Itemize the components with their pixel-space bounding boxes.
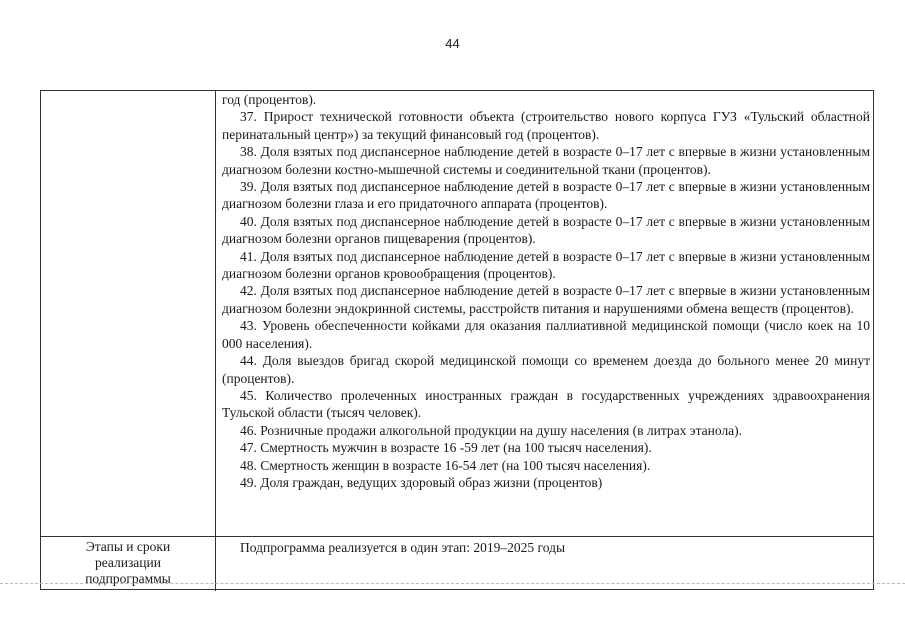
indicators-list: [222, 91, 870, 536]
indicators-row: [41, 91, 873, 537]
indicator-item: 48. Смертность женщин в возрасте 16-54 лет (на 100 тысяч населения).: [240, 457, 651, 473]
indicator-item: 45. Количество пролеченных иностранных граждан в государственных учреждениях здравоохранения Тульской области (тысяч человек).: [222, 387, 870, 421]
stages-label-line: подпрограммы: [85, 571, 171, 586]
indicators-label-cell: [41, 91, 215, 536]
stages-text: Подпрограмма реализуется в один этап: 2019–2025 годы: [240, 540, 566, 555]
indicator-item: 46. Розничные продажи алкогольной продукции на душу населения (в литрах этанола).: [240, 422, 743, 438]
page-number: 44: [445, 36, 460, 51]
indicator-continuation: год (процентов).: [222, 92, 317, 107]
stages-label-line: Этапы и сроки: [85, 539, 171, 554]
program-table: [40, 90, 874, 590]
column-divider: [215, 91, 216, 536]
scan-divider-line: [0, 583, 905, 584]
stages-label-line: реализации: [95, 555, 161, 570]
indicator-item: 42. Доля взятых под диспансерное наблюдение детей в возрасте 0–17 лет с впервые в жизни установленным диагнозом болезни эндокринной системы, расстройств питания и нарушениями обмена веществ (процентов).: [222, 283, 870, 316]
indicator-item: 49. Доля граждан, ведущих здоровый образ жизни (процентов): [240, 474, 603, 490]
indicator-item: 47. Смертность мужчин в возрасте 16 -59 лет (на 100 тысяч населения).: [240, 440, 652, 456]
indicator-item: 38. Доля взятых под диспансерное наблюдение детей в возрасте 0–17 лет с впервые в жизни установленным диагнозом болезни костно-мышечной системы и соединительной ткани (процентов).: [222, 144, 870, 177]
indicator-item: 37. Прирост технической готовности объекта (строительство нового корпуса ГУЗ «Тульский областной перинатальный центр») за текущий финансовый год (процентов).: [222, 109, 870, 142]
indicator-item: 44. Доля выездов бригад скорой медицинской помощи со временем доезда до больного менее 20 минут (процентов).: [222, 353, 870, 386]
indicator-item: 43. Уровень обеспеченности койками для оказания паллиативной медицинской помощи (число коек на 10 000 населения).: [222, 318, 870, 351]
indicator-item: 40. Доля взятых под диспансерное наблюдение детей в возрасте 0–17 лет с впервые в жизни установленным диагнозом болезни органов пищеварения (процентов).: [222, 213, 870, 247]
indicator-item: 41. Доля взятых под диспансерное наблюдение детей в возрасте 0–17 лет с впервые в жизни установленным диагнозом болезни органов кровообращения (процентов).: [222, 248, 870, 282]
indicator-item: 39. Доля взятых под диспансерное наблюдение детей в возрасте 0–17 лет с впервые в жизни установленным диагнозом болезни глаза и его придаточного аппарата (процентов).: [222, 179, 870, 212]
